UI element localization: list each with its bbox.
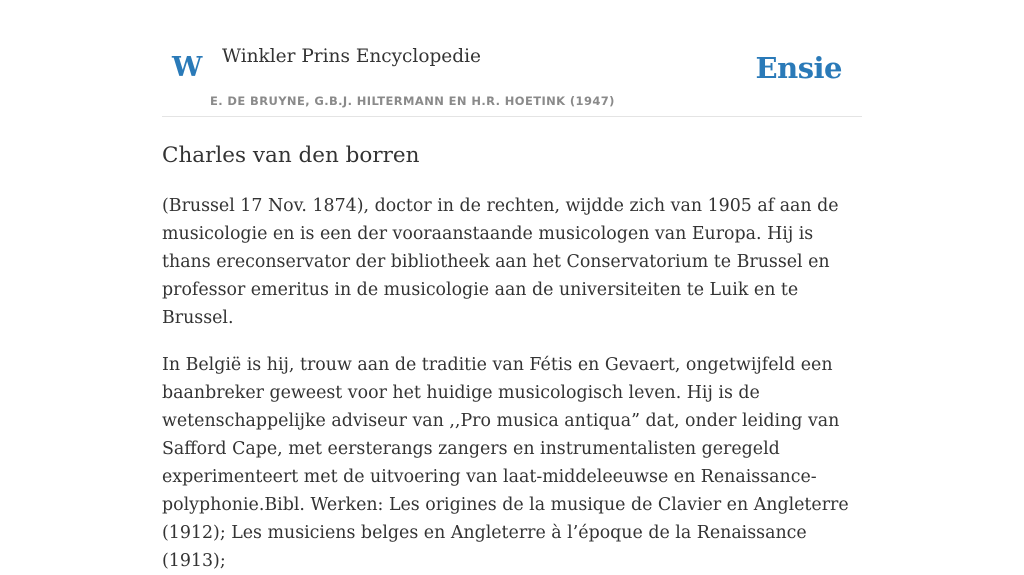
site-header (162, 0, 862, 117)
page (162, 0, 862, 575)
article-title: Charles van den borren (162, 143, 420, 168)
publication-logo-icon[interactable]: W (172, 52, 203, 83)
publication-authors: E. DE BRUYNE, G.B.J. HILTERMANN EN H.R. HOETINK (1947) (210, 94, 615, 108)
article-paragraph: (Brussel 17 Nov. 1874), doctor in de rechten, wijdde zich van 1905 af aan de musicologie en is een der vooraanstaande musicologen van Europa. Hij is thans ereconservator der bibliotheek aan het Conservatorium te Brussel en professor emeritus in de musicologie aan de universiteiten te Luik en te Brussel. (162, 196, 839, 328)
ensie-logo[interactable]: Ensie (755, 51, 842, 85)
publication-title[interactable]: Winkler Prins Encyclopedie (222, 46, 481, 67)
article-paragraph: In België is hij, trouw aan de traditie van Fétis en Gevaert, ongetwijfeld een baanbreker geweest voor het huidige musicologisch leven. Hij is de wetenschappelijke adviseur van ,,Pro musica antiqua” dat, onder leiding van Safford Cape, met eersterangs zangers en instrumentalisten geregeld experimenteert met de uitvoering van laat-middeleeuwse en Renaissance-polyphonie.Bibl. Werken: Les origines de la musique de Clavier en Angleterre (1912); Les musiciens belges en Angleterre à l’époque de la Renaissance (1913); (162, 355, 849, 571)
